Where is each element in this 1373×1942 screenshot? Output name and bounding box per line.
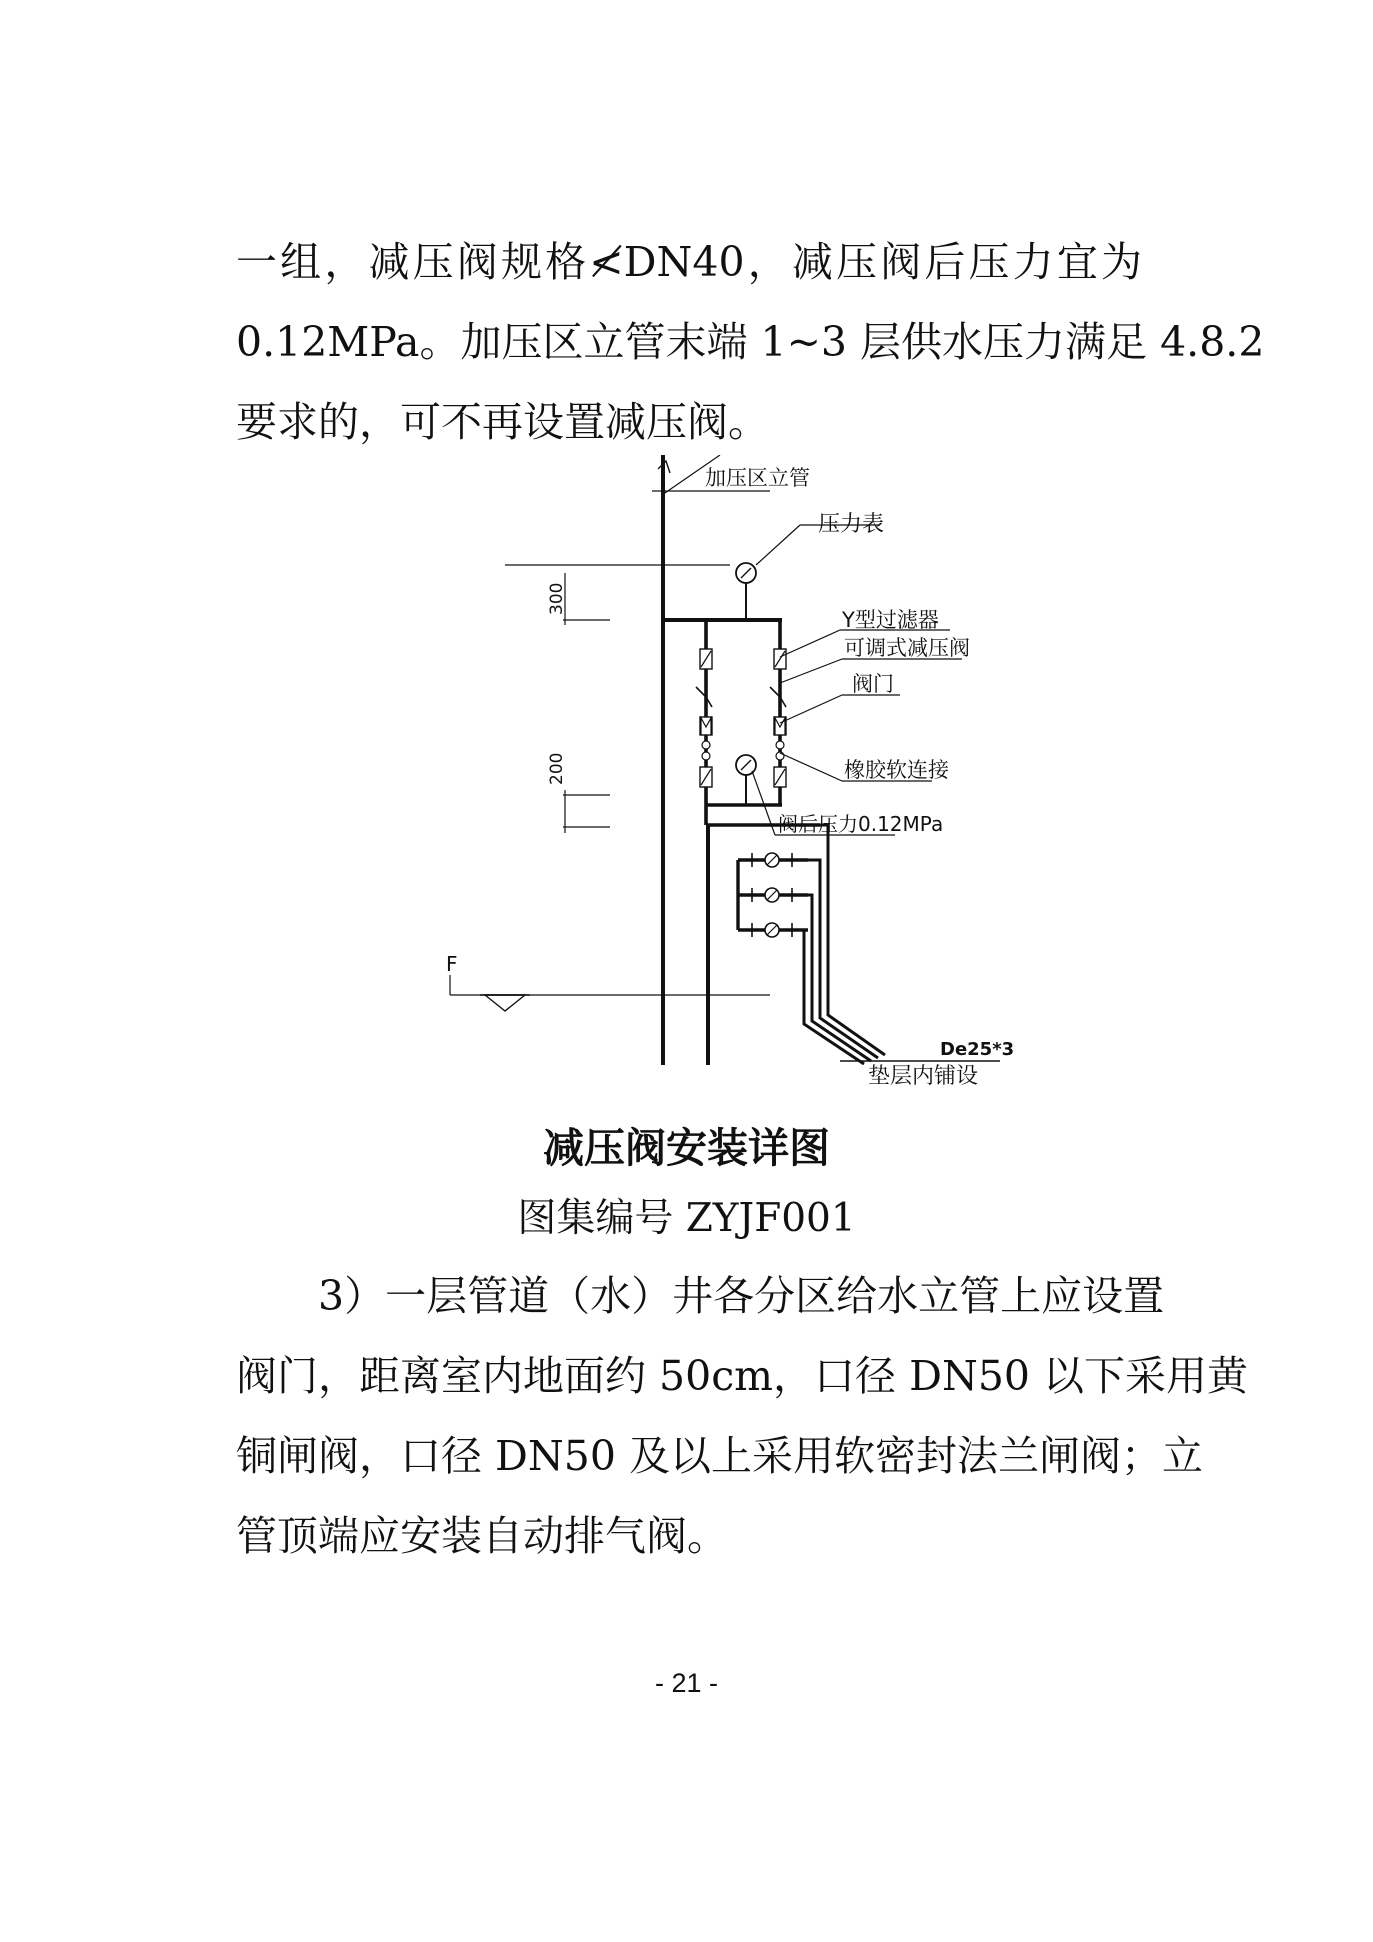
paragraph-2 xyxy=(236,1256,1249,1576)
paragraph-line: 要求的，可不再设置减压阀。 xyxy=(236,398,769,446)
label-laying: 垫层内铺设 xyxy=(868,1064,979,1089)
paragraph-line: 铜闸阀，口径 DN50 及以上采用软密封法兰闸阀；立 xyxy=(236,1432,1203,1480)
pressure-reducing-valve-diagram xyxy=(430,455,1030,1095)
label-valve: 阀门 xyxy=(852,672,894,696)
paragraph-line: 一组，减压阀规格≮DN40，减压阀后压力宜为 xyxy=(236,238,1142,286)
paragraph-line: 0.12MPa。加压区立管末端 1~3 层供水压力满足 4.8.2 xyxy=(236,318,1265,366)
label-pipe-spec: De25*3 xyxy=(940,1039,1015,1060)
dimension-200: 200 xyxy=(547,752,567,785)
label-rubber-joint: 橡胶软连接 xyxy=(844,758,949,782)
figure-title: 减压阀安装详图 xyxy=(543,1124,830,1172)
label-pressure-gauge: 压力表 xyxy=(818,512,885,537)
label-floor: F xyxy=(446,952,458,976)
paragraph-line: 管顶端应安装自动排气阀。 xyxy=(236,1512,728,1560)
label-prv: 可调式减压阀 xyxy=(844,636,970,660)
page-number: - 21 - xyxy=(654,1668,719,1698)
dimension-300: 300 xyxy=(547,582,567,615)
label-riser: 加压区立管 xyxy=(705,466,810,490)
paragraph-line: 阀门，距离室内地面约 50cm，口径 DN50 以下采用黄 xyxy=(236,1352,1249,1400)
paragraph-1 xyxy=(236,222,1265,462)
figure-atlas-number: 图集编号 ZYJF001 xyxy=(517,1196,856,1241)
label-post-pressure: 阀后压力0.12MPa xyxy=(778,812,944,836)
label-y-filter: Y型过滤器 xyxy=(842,608,939,632)
paragraph-line: 3）一层管道（水）井各分区给水立管上应设置 xyxy=(318,1272,1165,1320)
